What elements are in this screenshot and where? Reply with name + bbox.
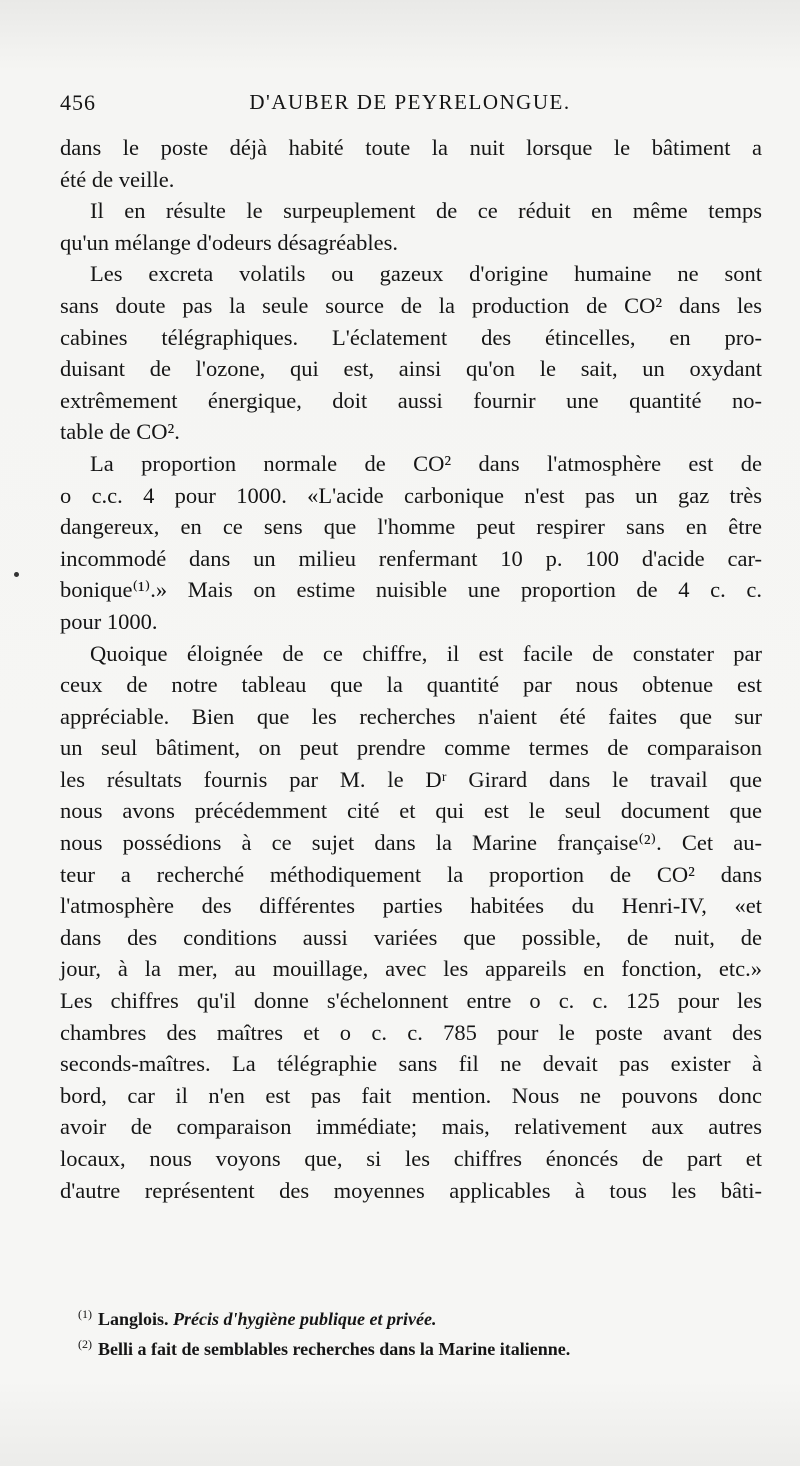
text-line: bonique⁽¹⁾.» Mais on estime nuisible une proportion de 4 c. c. [60,577,762,603]
text-line: Quoique éloignée de ce chiffre, il est facile de constater par [90,640,762,666]
text-line: un seul bâtiment, on peut prendre comme termes de comparaison [60,735,762,761]
footnote-2 [78,1332,758,1362]
text-line: chambres des maîtres et o c. c. 785 pour le poste avant des [60,1019,762,1045]
text-line: La proportion normale de CO² dans l'atmosphère est de [90,450,762,476]
text-line: appréciable. Bien que les recherches n'aient été faites que sur [60,703,762,729]
text-line: dans le poste déjà habité toute la nuit lorsque le bâtiment a [60,135,762,160]
text-line: Les excreta volatils ou gazeux d'origine humaine ne sont [90,261,762,287]
footnote-1 [78,1302,758,1332]
text-line: ceux de notre tableau que la quantité par nous obtenue est [60,672,762,698]
text-line: incommodé dans un milieu renfermant 10 p. 100 d'acide car- [60,545,762,571]
text-line: jour, à la mer, au mouillage, avec les appareils en fonction, etc.» [60,956,762,982]
text-line: cabines télégraphiques. L'éclatement des étincelles, en pro- [60,324,762,350]
text-line: nous avons précédemment cité et qui est le seul document que [60,798,762,824]
footnote-marker: (1) [78,1307,92,1321]
text-line: bord, car il n'en est pas fait mention. Nous ne pouvons donc [60,1082,762,1108]
text-line: Il en résulte le surpeuplement de ce réduit en même temps [90,198,762,224]
text-line: o c.c. 4 pour 1000. «L'acide carbonique n'est pas un gaz très [60,482,762,508]
text-line: duisant de l'ozone, qui est, ainsi qu'on le sait, un oxydant [60,356,762,382]
text-line: été de veille. [60,166,175,192]
text-line: les résultats fournis par M. le Dʳ Girard dans le travail que [60,766,762,792]
running-title: D'AUBER DE PEYRELONGUE. [249,90,571,114]
footnote-marker: (2) [78,1337,92,1351]
text-line: seconds-maîtres. La télégraphie sans fil ne devait pas exister à [60,1051,762,1077]
page-header [60,90,760,120]
footnote-text: Belli a fait de semblables recherches dans la Marine italienne. [98,1339,571,1359]
text-line: dangereux, en ce sens que l'homme peut respirer sans en être [60,514,762,540]
text-line: avoir de comparaison immédiate; mais, relativement aux autres [60,1114,762,1140]
text-line: pour 1000. [60,608,158,634]
text-line: qu'un mélange d'odeurs désagréables. [60,229,398,255]
text-line: nous possédions à ce sujet dans la Marine française⁽²⁾. Cet au- [60,830,762,856]
text-line: locaux, nous voyons que, si les chiffres énoncés de part et [60,1146,762,1171]
body-text [60,132,762,1206]
text-line: l'atmosphère des différentes parties habitées du Henri-IV, «et [60,893,762,919]
footnote-author: Langlois. [98,1309,169,1329]
margin-mark [14,572,19,577]
text-line: Les chiffres qu'il donne s'échelonnent entre o c. c. 125 pour les [60,988,762,1014]
text-line: sans doute pas la seule source de la production de CO² dans les [60,292,762,318]
text-line: extrêmement énergique, doit aussi fournir une quantité no- [60,387,762,413]
footnote-title: Précis d'hygiène publique et privée. [173,1309,437,1329]
text-line: dans des conditions aussi variées que possible, de nuit, de [60,924,762,950]
page-number: 456 [60,90,96,115]
text-line: table de CO². [60,419,180,445]
footnotes [78,1302,758,1362]
text-line: teur a recherché méthodiquement la proportion de CO² dans [60,861,762,887]
text-line: d'autre représentent des moyennes applicables à tous les bâti- [60,1177,762,1203]
